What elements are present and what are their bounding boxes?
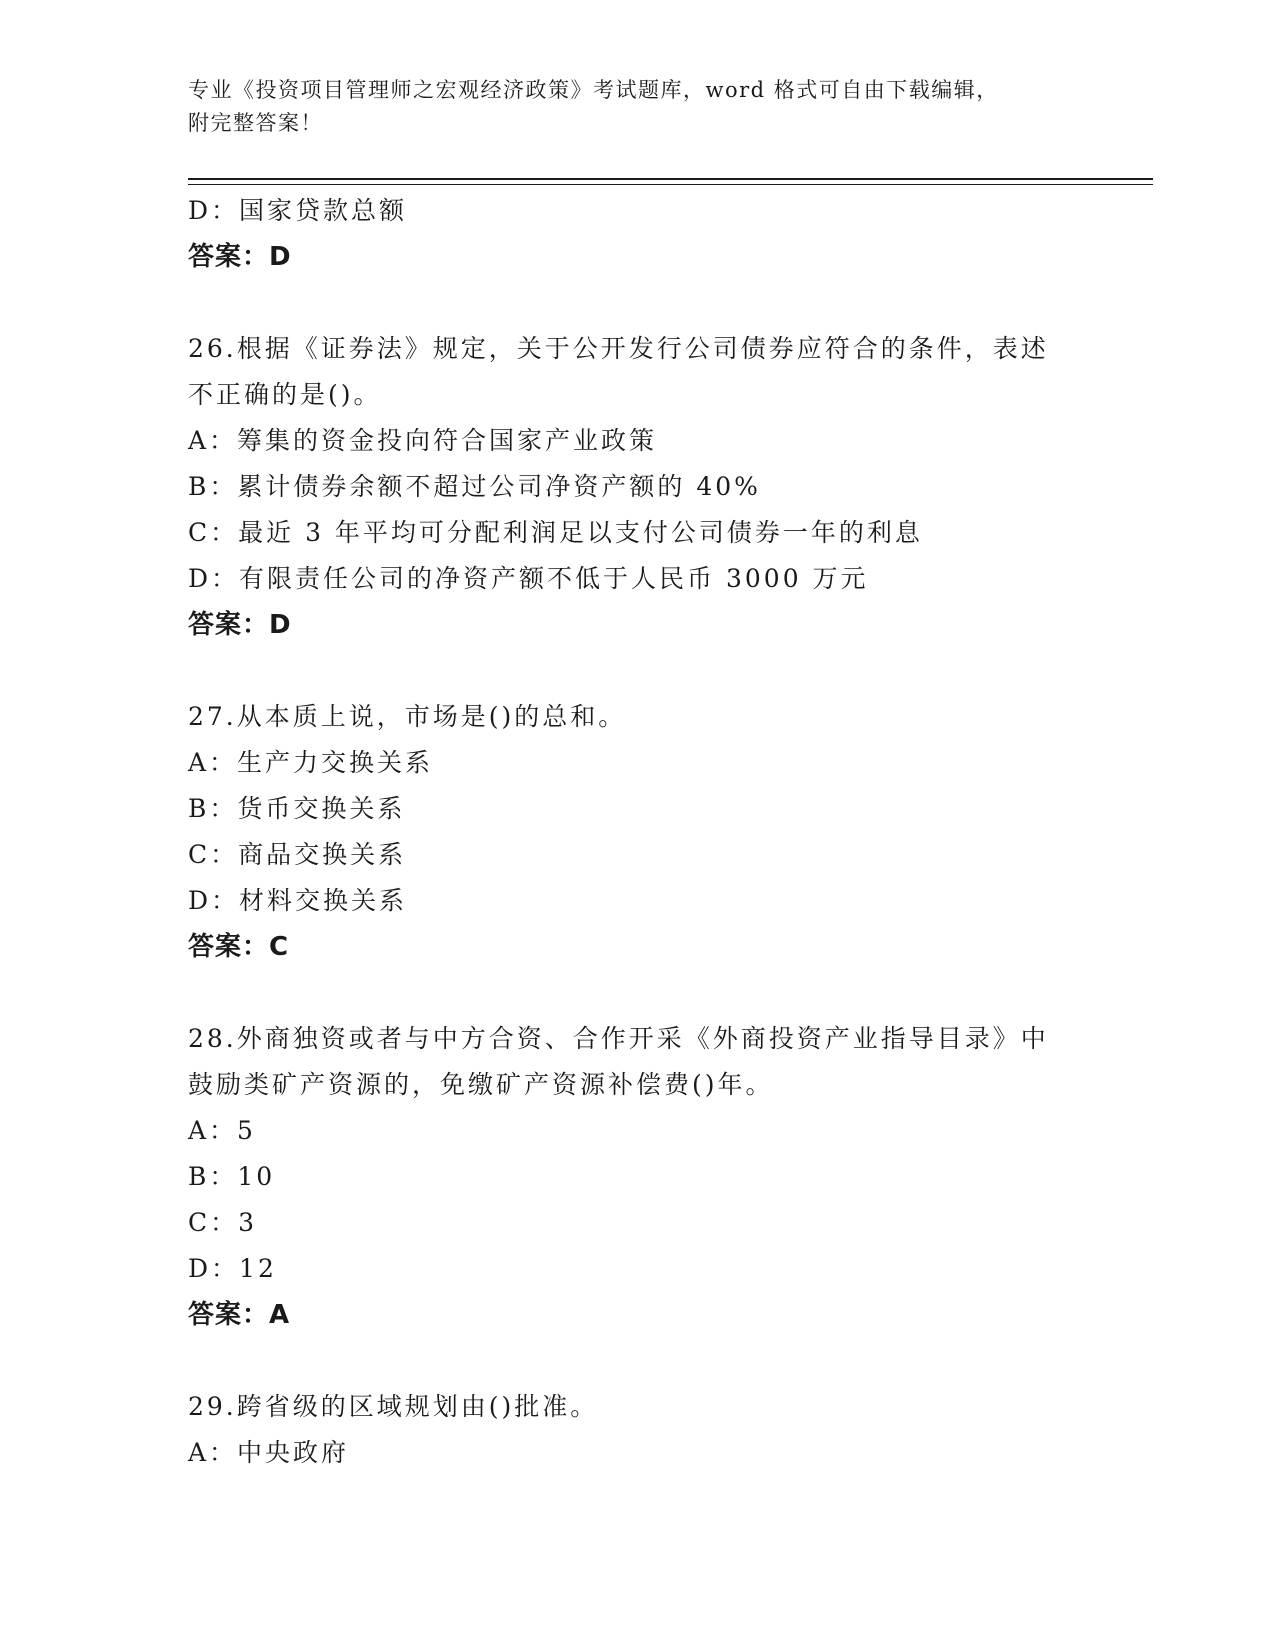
spacer [188, 280, 1128, 326]
header-line-2: 附完整答案！ [188, 111, 323, 135]
answer-line: 答案：D [188, 242, 292, 272]
document-header [188, 74, 1088, 140]
answer-line: 答案：D [188, 610, 292, 640]
question-text: 28.外商独资或者与中方合资、合作开采《外商投资产业指导目录》中 [188, 1024, 1049, 1053]
header-divider-thin [188, 184, 1153, 185]
question-text: 29.跨省级的区域规划由()批准。 [188, 1392, 599, 1421]
question-text: 27.从本质上说，市场是()的总和。 [188, 702, 627, 731]
spacer [188, 970, 1128, 1016]
header-line-1: 专业《投资项目管理师之宏观经济政策》考试题库，word 格式可自由下载编辑， [188, 78, 999, 102]
question-list [188, 188, 1128, 1476]
option-text: C：3 [188, 1208, 258, 1237]
spacer [188, 648, 1128, 694]
option-text: C：商品交换关系 [188, 840, 407, 869]
option-text: D：12 [188, 1254, 277, 1283]
option-text: B：累计债券余额不超过公司净资产额的 40% [188, 472, 761, 501]
spacer [188, 1338, 1128, 1384]
option-text: A：5 [188, 1116, 256, 1145]
option-text: D：有限责任公司的净资产额不低于人民币 3000 万元 [188, 564, 869, 593]
question-text: 鼓励类矿产资源的，免缴矿产资源补偿费()年。 [188, 1070, 774, 1099]
option-text: C：最近 3 年平均可分配利润足以支付公司债券一年的利息 [188, 518, 923, 547]
option-text: A：中央政府 [188, 1438, 350, 1467]
question-text: 不正确的是()。 [188, 380, 382, 409]
option-text: B：货币交换关系 [188, 794, 406, 823]
question-text: 26.根据《证券法》规定，关于公开发行公司债券应符合的条件，表述 [188, 334, 1049, 363]
header-divider-thick [188, 178, 1153, 180]
option-text: D：国家贷款总额 [188, 196, 408, 225]
answer-line: 答案：C [188, 932, 290, 962]
option-text: A：生产力交换关系 [188, 748, 434, 777]
answer-line: 答案：A [188, 1300, 291, 1330]
option-text: B：10 [188, 1162, 276, 1191]
option-text: D：材料交换关系 [188, 886, 408, 915]
option-text: A：筹集的资金投向符合国家产业政策 [188, 426, 658, 455]
